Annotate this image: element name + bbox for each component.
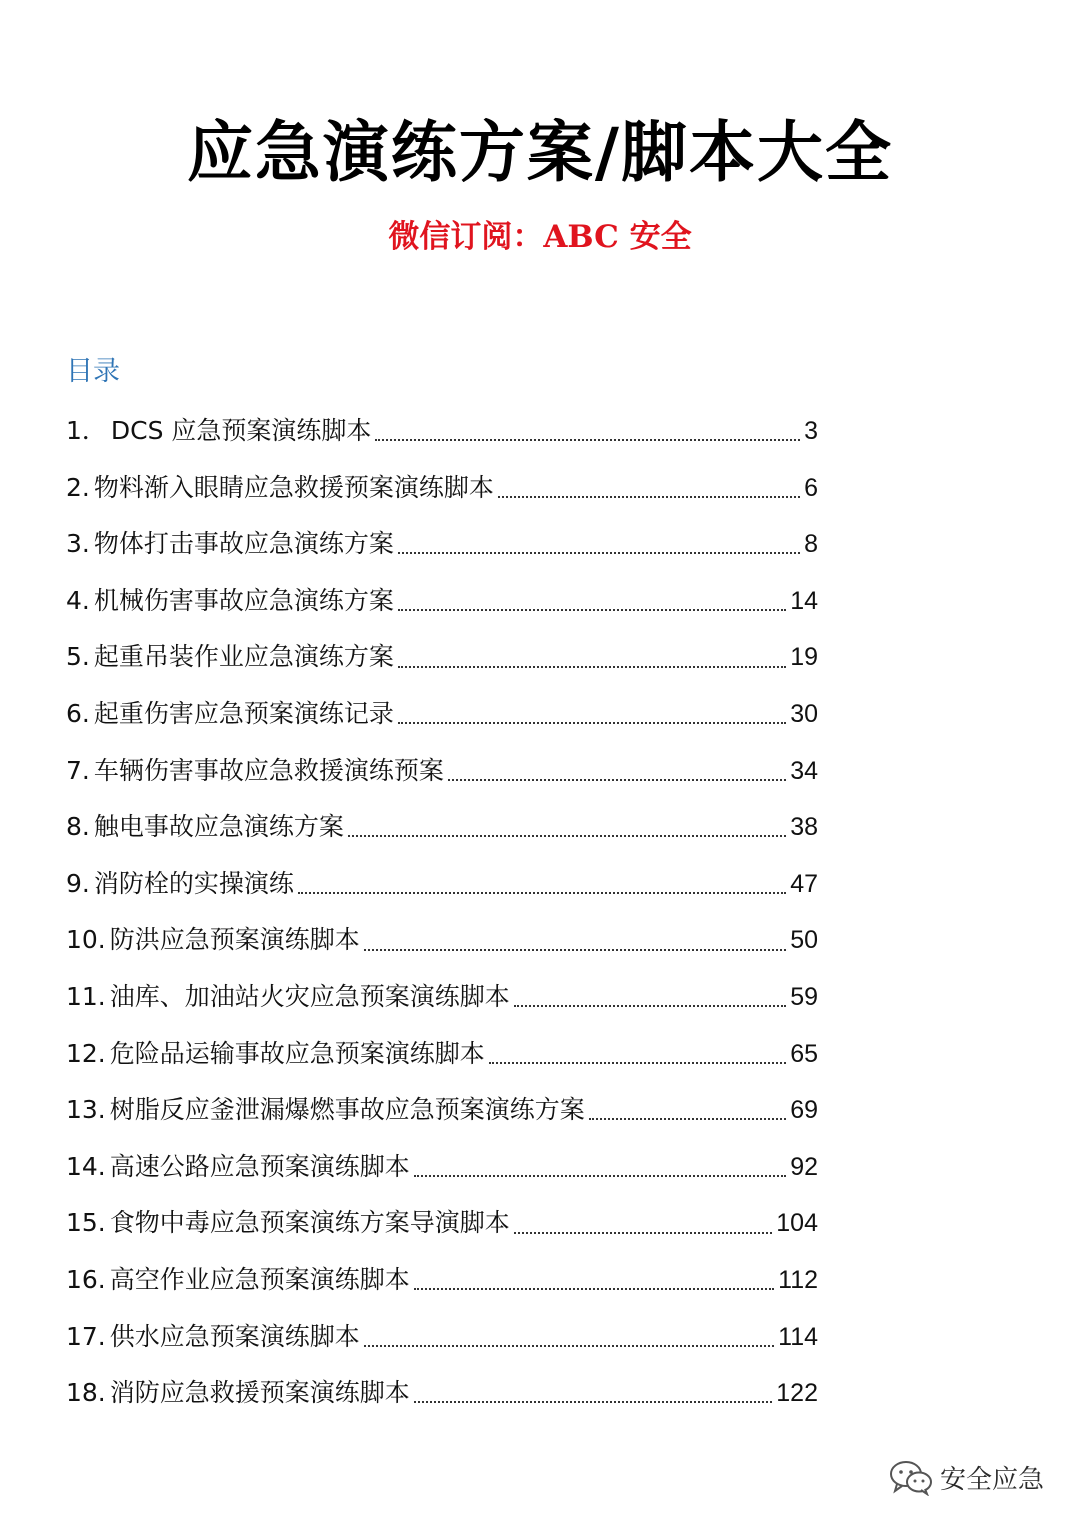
- toc-entry-title: 危险品运输事故应急预案演练脚本: [109, 1038, 485, 1068]
- toc-entry-title: 高空作业应急预案演练脚本: [109, 1264, 410, 1294]
- toc-entry-number: 11.: [66, 981, 106, 1011]
- toc-leader-dots: [414, 1288, 774, 1290]
- toc-entry[interactable]: [66, 856, 818, 913]
- toc-entry-page: 8: [804, 530, 818, 559]
- toc-entry-title: 机械伤害事故应急演练方案: [93, 585, 394, 615]
- toc-entry-number: 9.: [66, 868, 90, 898]
- toc-entry[interactable]: [66, 743, 818, 800]
- toc-leader-dots: [414, 1175, 786, 1177]
- toc-leader-dots: [498, 496, 800, 498]
- watermark-label: 安全应急: [939, 1464, 1044, 1495]
- document-title: 应急演练方案/脚本大全: [186, 114, 894, 191]
- toc-leader-dots: [398, 666, 786, 668]
- toc-entry[interactable]: [66, 403, 818, 460]
- toc-entry[interactable]: [66, 1195, 818, 1252]
- toc-leader-dots: [364, 949, 786, 951]
- toc-entry[interactable]: [66, 912, 818, 969]
- toc-entry-number: 18.: [66, 1378, 106, 1408]
- toc-leader-dots: [348, 835, 786, 837]
- toc-entry-page: 69: [790, 1096, 818, 1125]
- toc-entry[interactable]: [66, 1026, 818, 1083]
- toc-entry-number: 7.: [66, 755, 90, 785]
- toc-entry[interactable]: [66, 629, 818, 686]
- toc-entry-number: 8.: [66, 812, 90, 842]
- toc-leader-dots: [398, 609, 786, 611]
- wechat-icon: [888, 1458, 934, 1496]
- toc-entry-number: 15.: [66, 1208, 106, 1238]
- toc-leader-dots: [489, 1062, 786, 1064]
- toc-entry-title: 树脂反应釜泄漏爆燃事故应急预案演练方案: [109, 1095, 585, 1125]
- toc-entry-number: 6.: [66, 698, 90, 728]
- toc-leader-dots: [589, 1118, 786, 1120]
- toc-leader-dots: [514, 1005, 786, 1007]
- toc-entry-page: 59: [790, 982, 818, 1011]
- toc-entry[interactable]: [66, 573, 818, 630]
- toc-entry-title: 消防栓的实操演练: [93, 868, 294, 898]
- toc-entry-title: 起重伤害应急预案演练记录: [93, 698, 394, 728]
- toc-entry[interactable]: [66, 686, 818, 743]
- toc-entry[interactable]: [66, 1139, 818, 1196]
- watermark: [888, 1458, 1044, 1496]
- toc-entry-page: 104: [776, 1209, 818, 1238]
- toc-entry-page: 122: [776, 1379, 818, 1408]
- toc-entry-number: 1．: [66, 416, 107, 445]
- toc-entry-number: 16.: [66, 1264, 106, 1294]
- toc-entry-title: 消防应急救援预案演练脚本: [109, 1378, 410, 1408]
- toc-leader-dots: [514, 1232, 773, 1234]
- toc-entry-number: 4.: [66, 585, 90, 615]
- toc-entry-number: 14.: [66, 1151, 106, 1181]
- toc-entry-title: 食物中毒应急预案演练方案导演脚本: [109, 1208, 510, 1238]
- toc-entry-title: 车辆伤害事故应急救援演练预案: [93, 755, 444, 785]
- toc-entry-number: 13.: [66, 1095, 106, 1125]
- toc-entry-page: 65: [790, 1039, 818, 1068]
- toc-entry[interactable]: [66, 1365, 818, 1422]
- toc-entry-page: 30: [790, 699, 818, 728]
- toc-entry-page: 114: [778, 1322, 818, 1351]
- toc-entry-page: 92: [790, 1152, 818, 1181]
- toc-leader-dots: [375, 439, 800, 441]
- toc-leader-dots: [414, 1401, 773, 1403]
- toc-entry[interactable]: [66, 1309, 818, 1366]
- toc-entry-title: 供水应急预案演练脚本: [109, 1321, 360, 1351]
- toc-entry-number: 5.: [66, 642, 90, 672]
- toc-entry-title: 物体打击事故应急演练方案: [93, 529, 394, 559]
- toc-entry-page: 3: [804, 417, 818, 445]
- toc-entry-page: 14: [790, 586, 818, 615]
- toc-entry-title: DCS 应急预案演练脚本: [110, 416, 372, 445]
- toc-entry[interactable]: [66, 1082, 818, 1139]
- toc-leader-dots: [398, 722, 786, 724]
- toc-entry[interactable]: [66, 799, 818, 856]
- toc-entry-page: 112: [778, 1265, 818, 1294]
- toc-entry-page: 50: [790, 926, 818, 955]
- toc-entry-title: 油库、加油站火灾应急预案演练脚本: [109, 981, 510, 1011]
- toc-entry-title: 起重吊装作业应急演练方案: [93, 642, 394, 672]
- toc-entry[interactable]: [66, 969, 818, 1026]
- toc-entry-number: 2.: [66, 472, 90, 502]
- toc-entry[interactable]: [66, 516, 818, 573]
- toc-entry-number: 12.: [66, 1038, 106, 1068]
- toc-entry[interactable]: [66, 1252, 818, 1309]
- toc-heading: 目录: [66, 356, 120, 387]
- toc-entry-page: 19: [790, 643, 818, 672]
- document-subtitle: 微信订阅：ABC 安全: [388, 219, 692, 255]
- toc-entry-number: 10.: [66, 925, 106, 955]
- toc-leader-dots: [364, 1345, 774, 1347]
- toc-entry-page: 34: [790, 756, 818, 785]
- toc-entry-title: 防洪应急预案演练脚本: [109, 925, 360, 955]
- toc-entry[interactable]: [66, 460, 818, 517]
- table-of-contents: [66, 403, 818, 1422]
- toc-entry-number: 17.: [66, 1321, 106, 1351]
- toc-leader-dots: [448, 779, 786, 781]
- toc-entry-title: 触电事故应急演练方案: [93, 812, 344, 842]
- toc-leader-dots: [298, 892, 786, 894]
- toc-entry-page: 47: [790, 869, 818, 898]
- toc-entry-page: 6: [804, 473, 818, 502]
- toc-entry-page: 38: [790, 813, 818, 842]
- toc-entry-title: 高速公路应急预案演练脚本: [109, 1151, 410, 1181]
- toc-entry-title: 物料渐入眼睛应急救援预案演练脚本: [93, 472, 494, 502]
- toc-leader-dots: [398, 552, 800, 554]
- toc-entry-number: 3.: [66, 529, 90, 559]
